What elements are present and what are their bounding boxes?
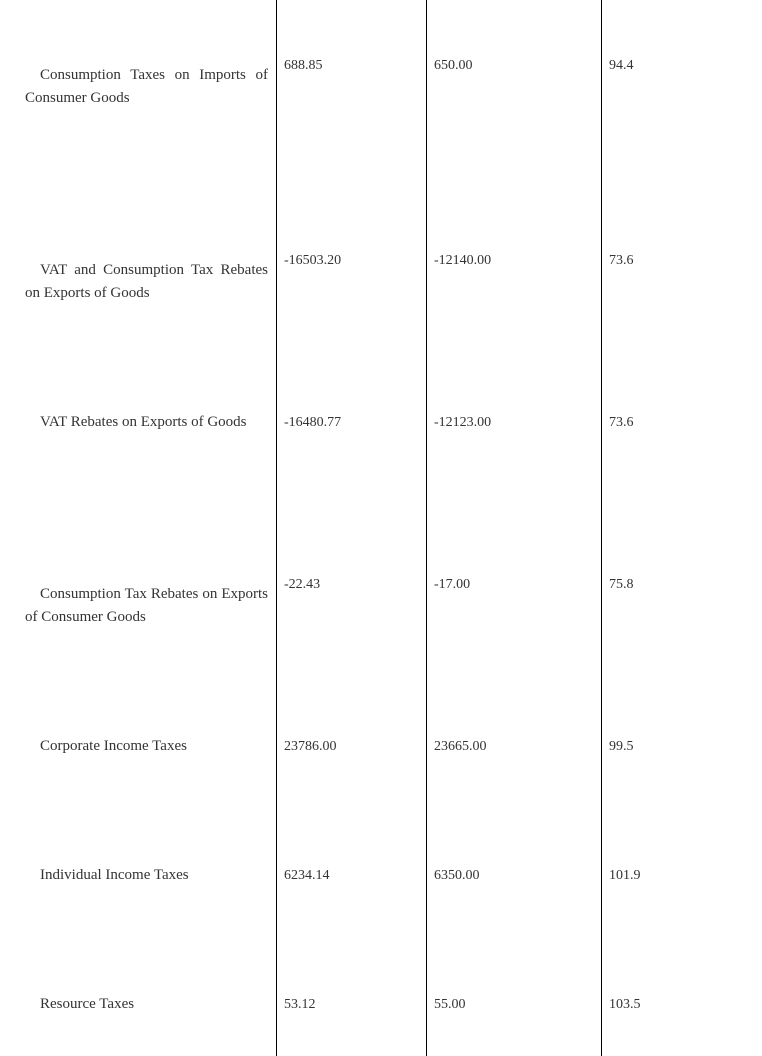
row-value-col2: -17.00 <box>434 577 471 592</box>
row-label: Consumption Tax Rebates on Exports of Consumer Goods <box>25 586 268 625</box>
row-value-col1: 688.85 <box>284 58 323 73</box>
row-value-col1: 53.12 <box>284 997 316 1012</box>
row-value-col3: 94.4 <box>609 58 634 73</box>
row-value-col3: 73.6 <box>609 415 634 430</box>
row-label: Resource Taxes <box>40 996 135 1012</box>
column-divider <box>601 0 602 1056</box>
row-value-col2: -12140.00 <box>434 253 492 268</box>
row-value-col1: 6234.14 <box>284 868 330 883</box>
row-value-col3: 101.9 <box>609 868 641 883</box>
row-label: VAT and Consumption Tax Rebates on Exports of Goods <box>25 262 268 301</box>
row-value-col3: 73.6 <box>609 253 634 268</box>
row-value-col2: 6350.00 <box>434 868 480 883</box>
column-divider <box>276 0 277 1056</box>
row-value-col2: 23665.00 <box>434 739 487 754</box>
row-value-col3: 75.8 <box>609 577 634 592</box>
column-divider <box>426 0 427 1056</box>
row-value-col2: -12123.00 <box>434 415 492 430</box>
row-label: Individual Income Taxes <box>40 867 189 883</box>
row-label: Consumption Taxes on Imports of Consumer Goods <box>25 67 268 106</box>
row-value-col3: 99.5 <box>609 739 634 754</box>
row-value-col1: -16480.77 <box>284 415 342 430</box>
row-value-col1: -22.43 <box>284 577 321 592</box>
row-label: VAT Rebates on Exports of Goods <box>40 414 247 430</box>
row-value-col3: 103.5 <box>609 997 641 1012</box>
row-value-col2: 55.00 <box>434 997 466 1012</box>
row-value-col1: 23786.00 <box>284 739 337 754</box>
row-value-col2: 650.00 <box>434 58 473 73</box>
row-value-col1: -16503.20 <box>284 253 342 268</box>
row-label: Corporate Income Taxes <box>40 738 187 754</box>
